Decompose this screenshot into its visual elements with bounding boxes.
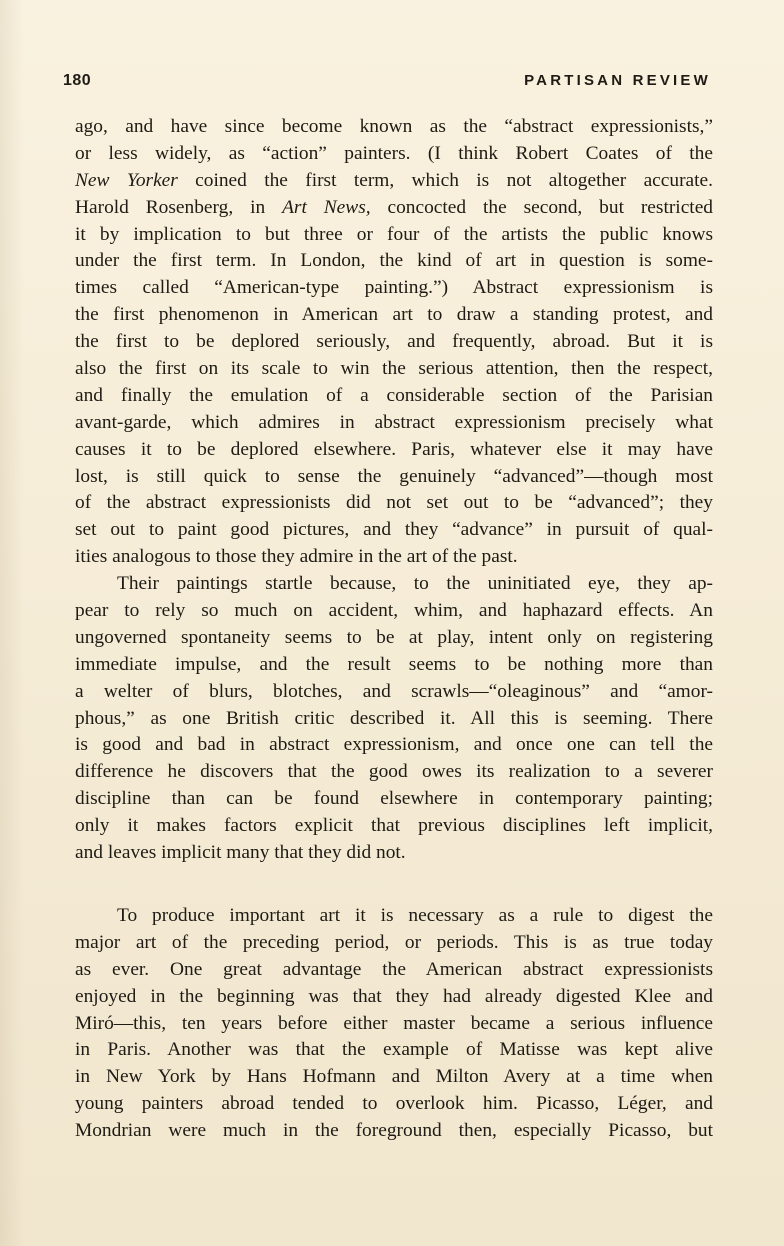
- text-line: and leaves implicit many that they did not.: [75, 842, 406, 864]
- text-line: and finally the emulation of a considerable section of the Parisian: [75, 384, 713, 406]
- text-line: under the first term. In London, the kind of art in question is some-: [75, 250, 713, 272]
- text-line: pear to rely so much on accident, whim, and haphazard effects. An: [75, 600, 713, 622]
- text-line: Their paintings startle because, to the uninitiated eye, they ap-: [117, 573, 713, 595]
- text-line: lost, is still quick to sense the genuinely “advanced”—though most: [75, 465, 713, 487]
- text-line: ungoverned spontaneity seems to be at play, intent only on registering: [75, 626, 713, 648]
- publication-title: New Yorker: [75, 169, 178, 191]
- text-line: only it makes factors explicit that previous disciplines left implicit,: [75, 815, 713, 837]
- text-line: enjoyed in the beginning was that they had already digested Klee and: [75, 985, 713, 1007]
- text-line: phous,” as one British critic described it. All this is seeming. There: [75, 707, 713, 729]
- text-line: a welter of blurs, blotches, and scrawls—“oleaginous” and “amor-: [75, 680, 713, 702]
- publication-title: Art News,: [282, 196, 371, 218]
- text-line: as ever. One great advantage the American abstract expressionists: [75, 958, 713, 980]
- text-line: major art of the preceding period, or periods. This is as true today: [75, 931, 713, 953]
- text-line: it by implication to but three or four of the artists the public knows: [75, 223, 713, 245]
- text-line: times called “American-type painting.”) Abstract expressionism is: [75, 277, 713, 299]
- text-line: discipline than can be found elsewhere in contemporary painting;: [75, 788, 713, 810]
- text-line: ago, and have since become known as the “abstract expressionists,”: [75, 116, 713, 137]
- text-line: ities analogous to those they admire in the art of the past.: [75, 546, 518, 568]
- text-line: Miró—this, ten years before either master became a serious influence: [75, 1012, 713, 1034]
- text-line: young painters abroad tended to overlook him. Picasso, Léger, and: [75, 1093, 713, 1115]
- text-line: in Paris. Another was that the example of Matisse was kept alive: [75, 1039, 713, 1061]
- text-line: difference he discovers that the good owes its realization to a severer: [75, 761, 713, 783]
- body-text: [75, 114, 713, 1145]
- text-line: set out to paint good pictures, and they “advance” in pursuit of qual-: [75, 519, 713, 541]
- text-line: Mondrian were much in the foreground then, especially Picasso, but: [75, 1120, 713, 1142]
- section-break: [75, 867, 713, 903]
- text-line: the first to be deplored seriously, and frequently, abroad. But it is: [75, 331, 713, 353]
- text-run: Harold Rosenberg, in: [75, 196, 283, 218]
- text-line: [75, 195, 713, 222]
- text-line: To produce important art it is necessary as a rule to digest the: [117, 904, 713, 926]
- text-line: in New York by Hans Hofmann and Milton Avery at a time when: [75, 1066, 713, 1088]
- text-line: the first phenomenon in American art to draw a standing protest, and: [75, 304, 713, 326]
- text-line: avant-garde, which admires in abstract expressionism precisely what: [75, 411, 713, 433]
- page-header: [63, 72, 711, 94]
- text-line: also the first on its scale to win the serious attention, then the respect,: [75, 358, 713, 380]
- text-line: is good and bad in abstract expressionism, and once one can tell the: [75, 734, 713, 756]
- text-run: coined the first term, which is not altogether accurate.: [177, 169, 713, 191]
- page-number: 180: [63, 72, 92, 89]
- text-line: or less widely, as “action” painters. (I think Robert Coates of the: [75, 142, 713, 164]
- text-line: of the abstract expressionists did not set out to be “advanced”; they: [75, 492, 713, 514]
- text-line: causes it to be deplored elsewhere. Paris, whatever else it may have: [75, 438, 713, 460]
- text-run: concocted the second, but restricted: [370, 196, 713, 218]
- text-line: immediate impulse, and the result seems to be nothing more than: [75, 653, 713, 675]
- running-head: PARTISAN REVIEW: [524, 72, 711, 89]
- text-line: [75, 168, 713, 195]
